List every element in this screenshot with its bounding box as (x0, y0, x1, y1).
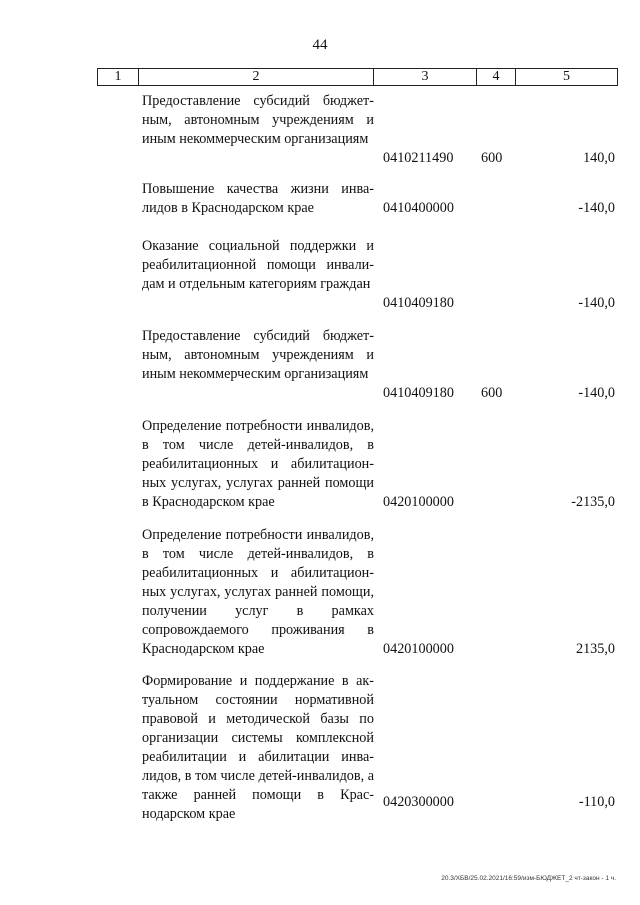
row-amount: 2135,0 (575, 641, 615, 657)
row-code: 0420100000 (383, 494, 454, 510)
document-footer: 20.3/ХБВ/25.02.2021/16:59/изм-БЮДЖЕТ_2 чт-закон - 1 ч. (441, 875, 616, 882)
row-description: Оказание социальной поддержки и реабилитационной помощи инвалидам и отдельным категориям граждан (142, 238, 374, 292)
row-code: 0410409180 (383, 385, 454, 401)
row-code: 0410409180 (383, 295, 454, 311)
row-description: Повышение качества жизни инвалидов в Краснодарском крае (142, 181, 374, 216)
row-code: 0410211490 (383, 150, 454, 166)
column-header-1: 1 (98, 69, 139, 86)
row-description: Определение потребности инвалидов, в том числе детей-инвалидов, в реабилитационных и абилитационных услугах, услугах ранней помощи в Краснодарском крае (142, 418, 374, 510)
row-code: 0420300000 (383, 794, 454, 810)
row-amount: -2135,0 (571, 494, 615, 510)
column-header-table (97, 68, 618, 86)
row-description: Предоставление субсидий бюджетным, автономным учреждениям и иным некоммерческим организациям (142, 93, 374, 147)
row-amount: -140,0 (578, 385, 615, 401)
row-description: Определение потребности инвалидов, в том числе детей-инвалидов, в реабилитационных и абилитационных услугах, услугах ранней помощи, получении услуг в рамках сопровождаемого проживания в Краснодарском крае (142, 527, 374, 657)
row-code: 0420100000 (383, 641, 454, 657)
row-expense-type: 600 (481, 385, 503, 401)
column-header-4: 4 (477, 69, 516, 86)
row-amount: -140,0 (578, 200, 615, 216)
row-description: Формирование и поддержание в актуальном состоянии нормативной правовой и методической базы по организации системы комплексной реабилитации и абилитации инвалидов, в том числе детей-инвалидов, а также ранней помощи в Краснодарском крае (142, 673, 374, 822)
page-number: 44 (312, 37, 328, 53)
row-code: 0410400000 (383, 200, 454, 216)
row-description: Предоставление субсидий бюджетным, автономным учреждениям и иным некоммерческим организациям (142, 328, 374, 382)
row-amount: 140,0 (583, 150, 615, 166)
row-amount: -140,0 (578, 295, 615, 311)
column-header-5: 5 (516, 69, 618, 86)
row-amount: -110,0 (578, 794, 615, 810)
column-header-2: 2 (139, 69, 374, 86)
column-header-3: 3 (374, 69, 477, 86)
row-expense-type: 600 (481, 150, 503, 166)
